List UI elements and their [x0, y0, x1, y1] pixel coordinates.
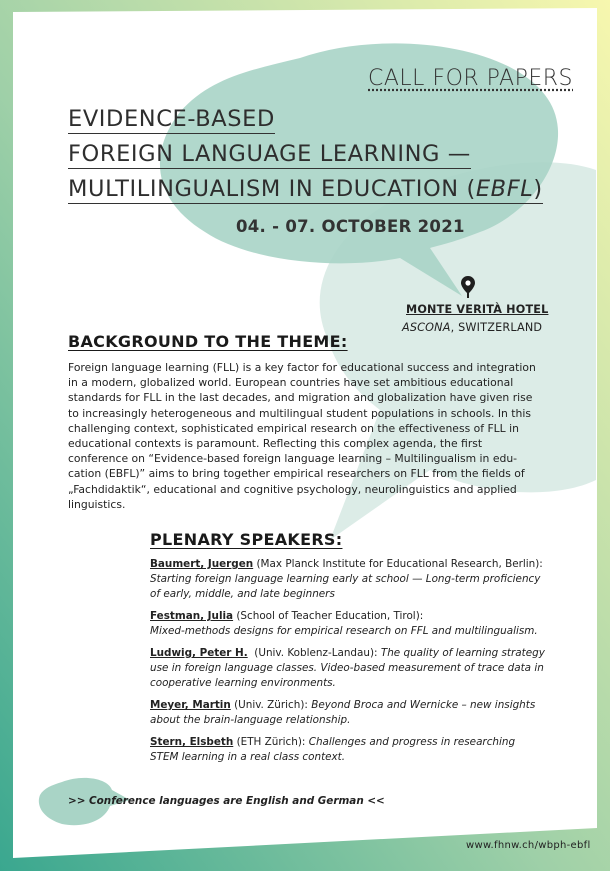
speaker-entry — [150, 735, 545, 765]
title-acronym: EBFL — [475, 176, 534, 202]
speaker-affiliation: (School of Teacher Education, Tirol): — [233, 610, 424, 623]
title-line-3-text: MULTILINGUALISM IN EDUCATION ( — [68, 176, 476, 202]
speaker-name: Ludwig, Peter H. — [150, 647, 248, 660]
venue-location — [402, 321, 542, 334]
speaker-name: Stern, Elsbeth — [150, 736, 234, 749]
title-line-1: EVIDENCE-BASED — [68, 106, 275, 132]
speaker-affiliation: (Univ. Koblenz-Landau): — [247, 647, 381, 660]
plenary-heading: PLENARY SPEAKERS: — [150, 530, 343, 549]
speaker-entry — [150, 609, 545, 639]
venue-hotel: MONTE VERITÀ HOTEL — [406, 303, 549, 316]
call-for-papers: CALL FOR PAPERS — [368, 66, 573, 91]
speaker-entry — [150, 646, 545, 692]
speaker-name: Festman, Julia — [150, 610, 234, 623]
conference-languages: >> Conference languages are English and German << — [68, 795, 385, 807]
speaker-talk-title: Challenges and progress in researching STEM learning in a real class context. — [150, 736, 516, 764]
website-url[interactable]: www.fhnw.ch/wbph-ebfl — [466, 840, 591, 851]
page-title — [68, 102, 543, 207]
speaker-talk-title: Starting foreign language learning early at school — Long-term proficiency of early, middle, and late beginners — [150, 573, 541, 601]
speaker-name: Meyer, Martin — [150, 699, 231, 712]
background-heading: BACKGROUND TO THE THEME: — [68, 332, 348, 351]
speaker-list — [150, 557, 545, 772]
venue-city: ASCONA — [402, 321, 451, 334]
speaker-talk-title: Beyond Broca and Wernicke – new insights about the brain-language relationship. — [150, 699, 536, 727]
speaker-entry — [150, 557, 545, 603]
speaker-talk-title: Mixed-methods designs for empirical research on FFL and multilingualism. — [150, 625, 538, 638]
title-line-2: FOREIGN LANGUAGE LEARNING — — [68, 141, 471, 167]
title-line-3 — [68, 176, 543, 204]
title-close-paren: ) — [533, 176, 543, 202]
location-pin-icon — [459, 275, 477, 299]
speaker-affiliation: (Univ. Zürich): — [230, 699, 312, 712]
speaker-entry — [150, 698, 545, 728]
conference-date: 04. - 07. OCTOBER 2021 — [236, 217, 465, 236]
speaker-affiliation: (ETH Zürich): — [233, 736, 309, 749]
speaker-name: Baumert, Juergen — [150, 558, 254, 570]
background-text: Foreign language learning (FLL) is a key factor for educational success and integration in a modern, globalized world. European countries have set ambitious educational standards for FLL in the last decades, and migration and globalization have given rise to increasingly heterogeneous and multilingual student populations in schools. In this challenging context, sophisticated empirical research on the effectiveness of FLL in educational contexts is paramount. Reflecting this complex agenda, the first conference on “Evidence-based foreign language learning – Multilingualism in education (EBFL)” aims to bring together empirical researchers on FLL from the fields of „Fachdidaktik“, educational and cognitive psychology, neurolinguistics and applied linguistics. — [68, 361, 536, 511]
speaker-affiliation: (Max Planck Institute for Educational Research, Berlin): — [253, 558, 543, 570]
venue-country: , SWITZERLAND — [450, 321, 543, 334]
speaker-talk-title: The quality of learning strategy use in foreign language classes. Video-based measurement of trace data in cooperative learning environments. — [150, 647, 545, 690]
